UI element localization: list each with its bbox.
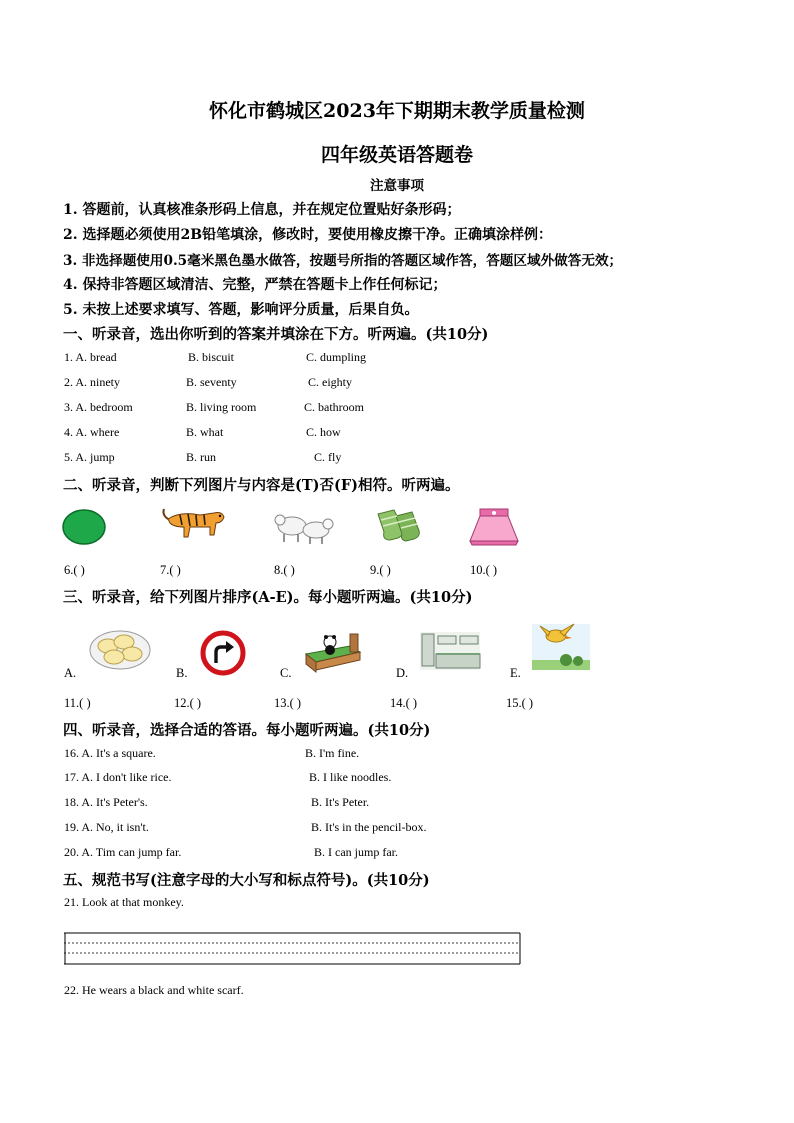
option-a: 18. A. It's Peter's. — [64, 795, 148, 809]
option-b: B. I can jump far. — [314, 845, 398, 859]
dumplings-plate-image — [88, 626, 152, 672]
answer-blank[interactable]: 13.( ) — [274, 696, 302, 710]
section-heading: 三、听录音，给下列图片排序(A-E)。每小题听两遍。(共10分) — [63, 589, 473, 606]
notice-title: 注意事项 — [370, 178, 424, 194]
option-b: B. living room — [186, 400, 257, 414]
turn-right-sign-icon — [200, 630, 246, 676]
option-c: C. how — [306, 425, 341, 439]
picture-letter: B. — [176, 666, 188, 680]
option-c: C. eighty — [308, 375, 352, 389]
writing-prompt: 21. Look at that monkey. — [64, 895, 184, 909]
answer-blank[interactable]: 11.( ) — [64, 696, 91, 710]
option-a: 16. A. It's a square. — [64, 746, 156, 760]
answer-blank[interactable]: 14.( ) — [390, 696, 418, 710]
notice-item: 3. 非选择题使用0.5毫米黑色墨水做答，按题号所指的答题区域作答，答题区域外做答无效； — [63, 253, 623, 269]
section-heading: 五、规范书写(注意字母的大小写和标点符号)。(共10分) — [63, 872, 430, 889]
option-b: B. I like noodles. — [309, 770, 392, 784]
writing-lines[interactable] — [64, 932, 522, 966]
answer-blank[interactable]: 12.( ) — [174, 696, 202, 710]
notice-item: 1. 答题前，认真核准条形码上信息，并在规定位置贴好条形码； — [63, 202, 461, 218]
option-a: 4. A. where — [64, 425, 120, 439]
option-a: 3. A. bedroom — [64, 400, 133, 414]
notice-item: 2. 选择题必须使用2B铅笔填涂，修改时，要使用橡皮擦干净。正确填涂样例： — [63, 227, 553, 243]
tiger-image — [160, 505, 228, 545]
kitchen-image — [418, 630, 484, 672]
page-title: 怀化市鹤城区2023年下期期末教学质量检测 — [209, 100, 585, 122]
option-b: B. seventy — [186, 375, 237, 389]
option-a: 20. A. Tim can jump far. — [64, 845, 182, 859]
notice-item: 5. 未按上述要求填写、答题，影响评分质量，后果自负。 — [63, 302, 419, 318]
panda-on-bed-image — [300, 628, 364, 674]
option-a: 5. A. jump — [64, 450, 115, 464]
option-a: 17. A. I don't like rice. — [64, 770, 172, 784]
option-a: 19. A. No, it isn't. — [64, 820, 149, 834]
answer-blank[interactable]: 6.( ) — [64, 563, 85, 577]
option-a: 1. A. bread — [64, 350, 117, 364]
option-b: B. biscuit — [188, 350, 235, 364]
picture-letter: A. — [64, 666, 77, 680]
green-circle-image — [62, 508, 108, 546]
answer-blank[interactable]: 8.( ) — [274, 563, 295, 577]
picture-letter: C. — [280, 666, 292, 680]
option-c: C. dumpling — [306, 350, 367, 364]
picture-letter: E. — [510, 666, 521, 680]
option-a: 2. A. ninety — [64, 375, 120, 389]
option-b: B. run — [186, 450, 216, 464]
section-heading: 一、听录音，选出你听到的答案并填涂在下方。听两遍。(共10分) — [63, 326, 489, 343]
page-subtitle: 四年级英语答题卷 — [320, 144, 473, 166]
answer-blank[interactable]: 7.( ) — [160, 563, 181, 577]
bird-flying-image — [530, 622, 592, 672]
answer-blank[interactable]: 15.( ) — [506, 696, 534, 710]
section-heading: 二、听录音，判断下列图片与内容是(T)否(F)相符。听两遍。 — [63, 477, 460, 494]
option-c: C. bathroom — [304, 400, 364, 414]
option-b: B. what — [186, 425, 224, 439]
picture-letter: D. — [396, 666, 409, 680]
answer-blank[interactable]: 9.( ) — [370, 563, 391, 577]
socks-image — [372, 506, 428, 546]
option-b: B. It's Peter. — [311, 795, 370, 809]
option-b: B. It's in the pencil-box. — [311, 820, 427, 834]
option-c: C. fly — [314, 450, 342, 464]
writing-prompt: 22. He wears a black and white scarf. — [64, 983, 244, 997]
skirt-image — [466, 505, 522, 547]
notice-item: 4. 保持非答题区域清洁、完整，严禁在答题卡上作任何标记； — [63, 277, 447, 293]
option-b: B. I'm fine. — [305, 746, 360, 760]
sheep-image — [272, 508, 336, 548]
section-heading: 四、听录音，选择合适的答语。每小题听两遍。(共10分) — [63, 722, 431, 739]
answer-blank[interactable]: 10.( ) — [470, 563, 498, 577]
